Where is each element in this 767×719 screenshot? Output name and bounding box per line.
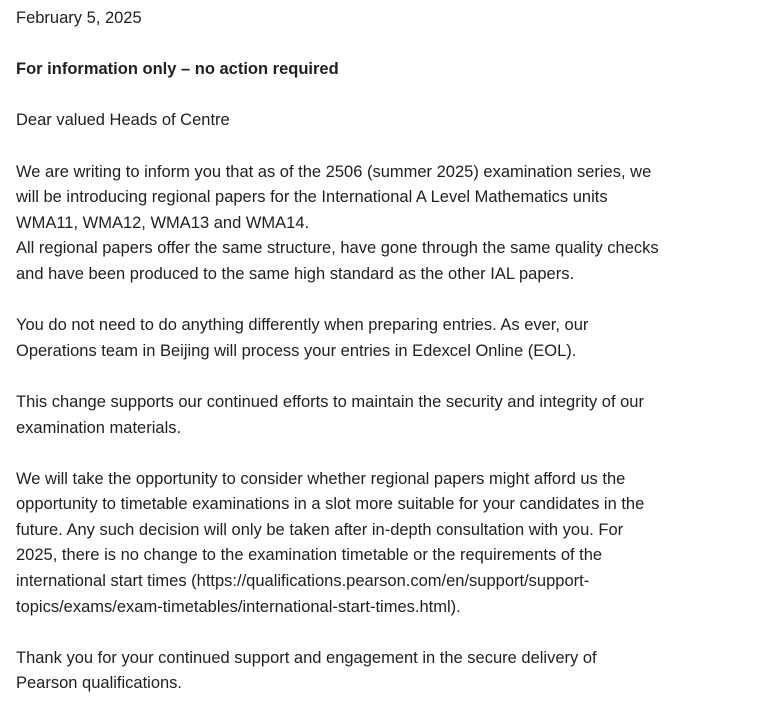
paragraph-line: All regional papers offer the same structure, have gone through the same quality checks — [16, 239, 659, 258]
paragraph-line: Pearson qualifications. — [16, 674, 183, 693]
paragraph-line: You do not need to do anything differently when preparing entries. As ever, our — [16, 316, 589, 335]
paragraph-line: 2025, there is no change to the examination timetable or the requirements of the — [16, 546, 603, 565]
letter-date: February 5, 2025 — [16, 9, 142, 27]
paragraph-line: international start times (https://qualifications.pearson.com/en/support/support- — [16, 572, 590, 591]
paragraph-timetable — [16, 467, 761, 621]
paragraph-line: Operations team in Beijing will process your entries in Edexcel Online (EOL). — [16, 341, 577, 360]
paragraph-line: topics/exams/exam-timetables/international-start-times.html). — [16, 597, 461, 616]
paragraph-line: WMA11, WMA12, WMA13 and WMA14. — [16, 213, 310, 232]
paragraph-security — [16, 390, 761, 441]
paragraph-line: examination materials. — [16, 418, 182, 437]
letter-page — [16, 6, 761, 697]
paragraph-entries — [16, 313, 761, 364]
paragraph-line: This change supports our continued efforts to maintain the security and integrity of our — [16, 392, 644, 411]
letter-salutation: Dear valued Heads of Centre — [16, 111, 230, 130]
letter-subject: For information only – no action required — [16, 60, 339, 79]
paragraph-announcement — [16, 160, 761, 288]
paragraph-line: will be introducing regional papers for the International A Level Mathematics units — [16, 188, 608, 207]
paragraph-line: Thank you for your continued support and engagement in the secure delivery of — [16, 648, 597, 667]
paragraph-line: We are writing to inform you that as of the 2506 (summer 2025) examination series, we — [16, 162, 652, 181]
paragraph-line: We will take the opportunity to consider whether regional papers might afford us the — [16, 469, 626, 488]
paragraph-line: opportunity to timetable examinations in a slot more suitable for your candidates in the — [16, 495, 645, 514]
paragraph-closing — [16, 646, 761, 697]
paragraph-line: future. Any such decision will only be taken after in-depth consultation with you. For — [16, 520, 624, 539]
paragraph-line: and have been produced to the same high standard as the other IAL papers. — [16, 264, 575, 283]
